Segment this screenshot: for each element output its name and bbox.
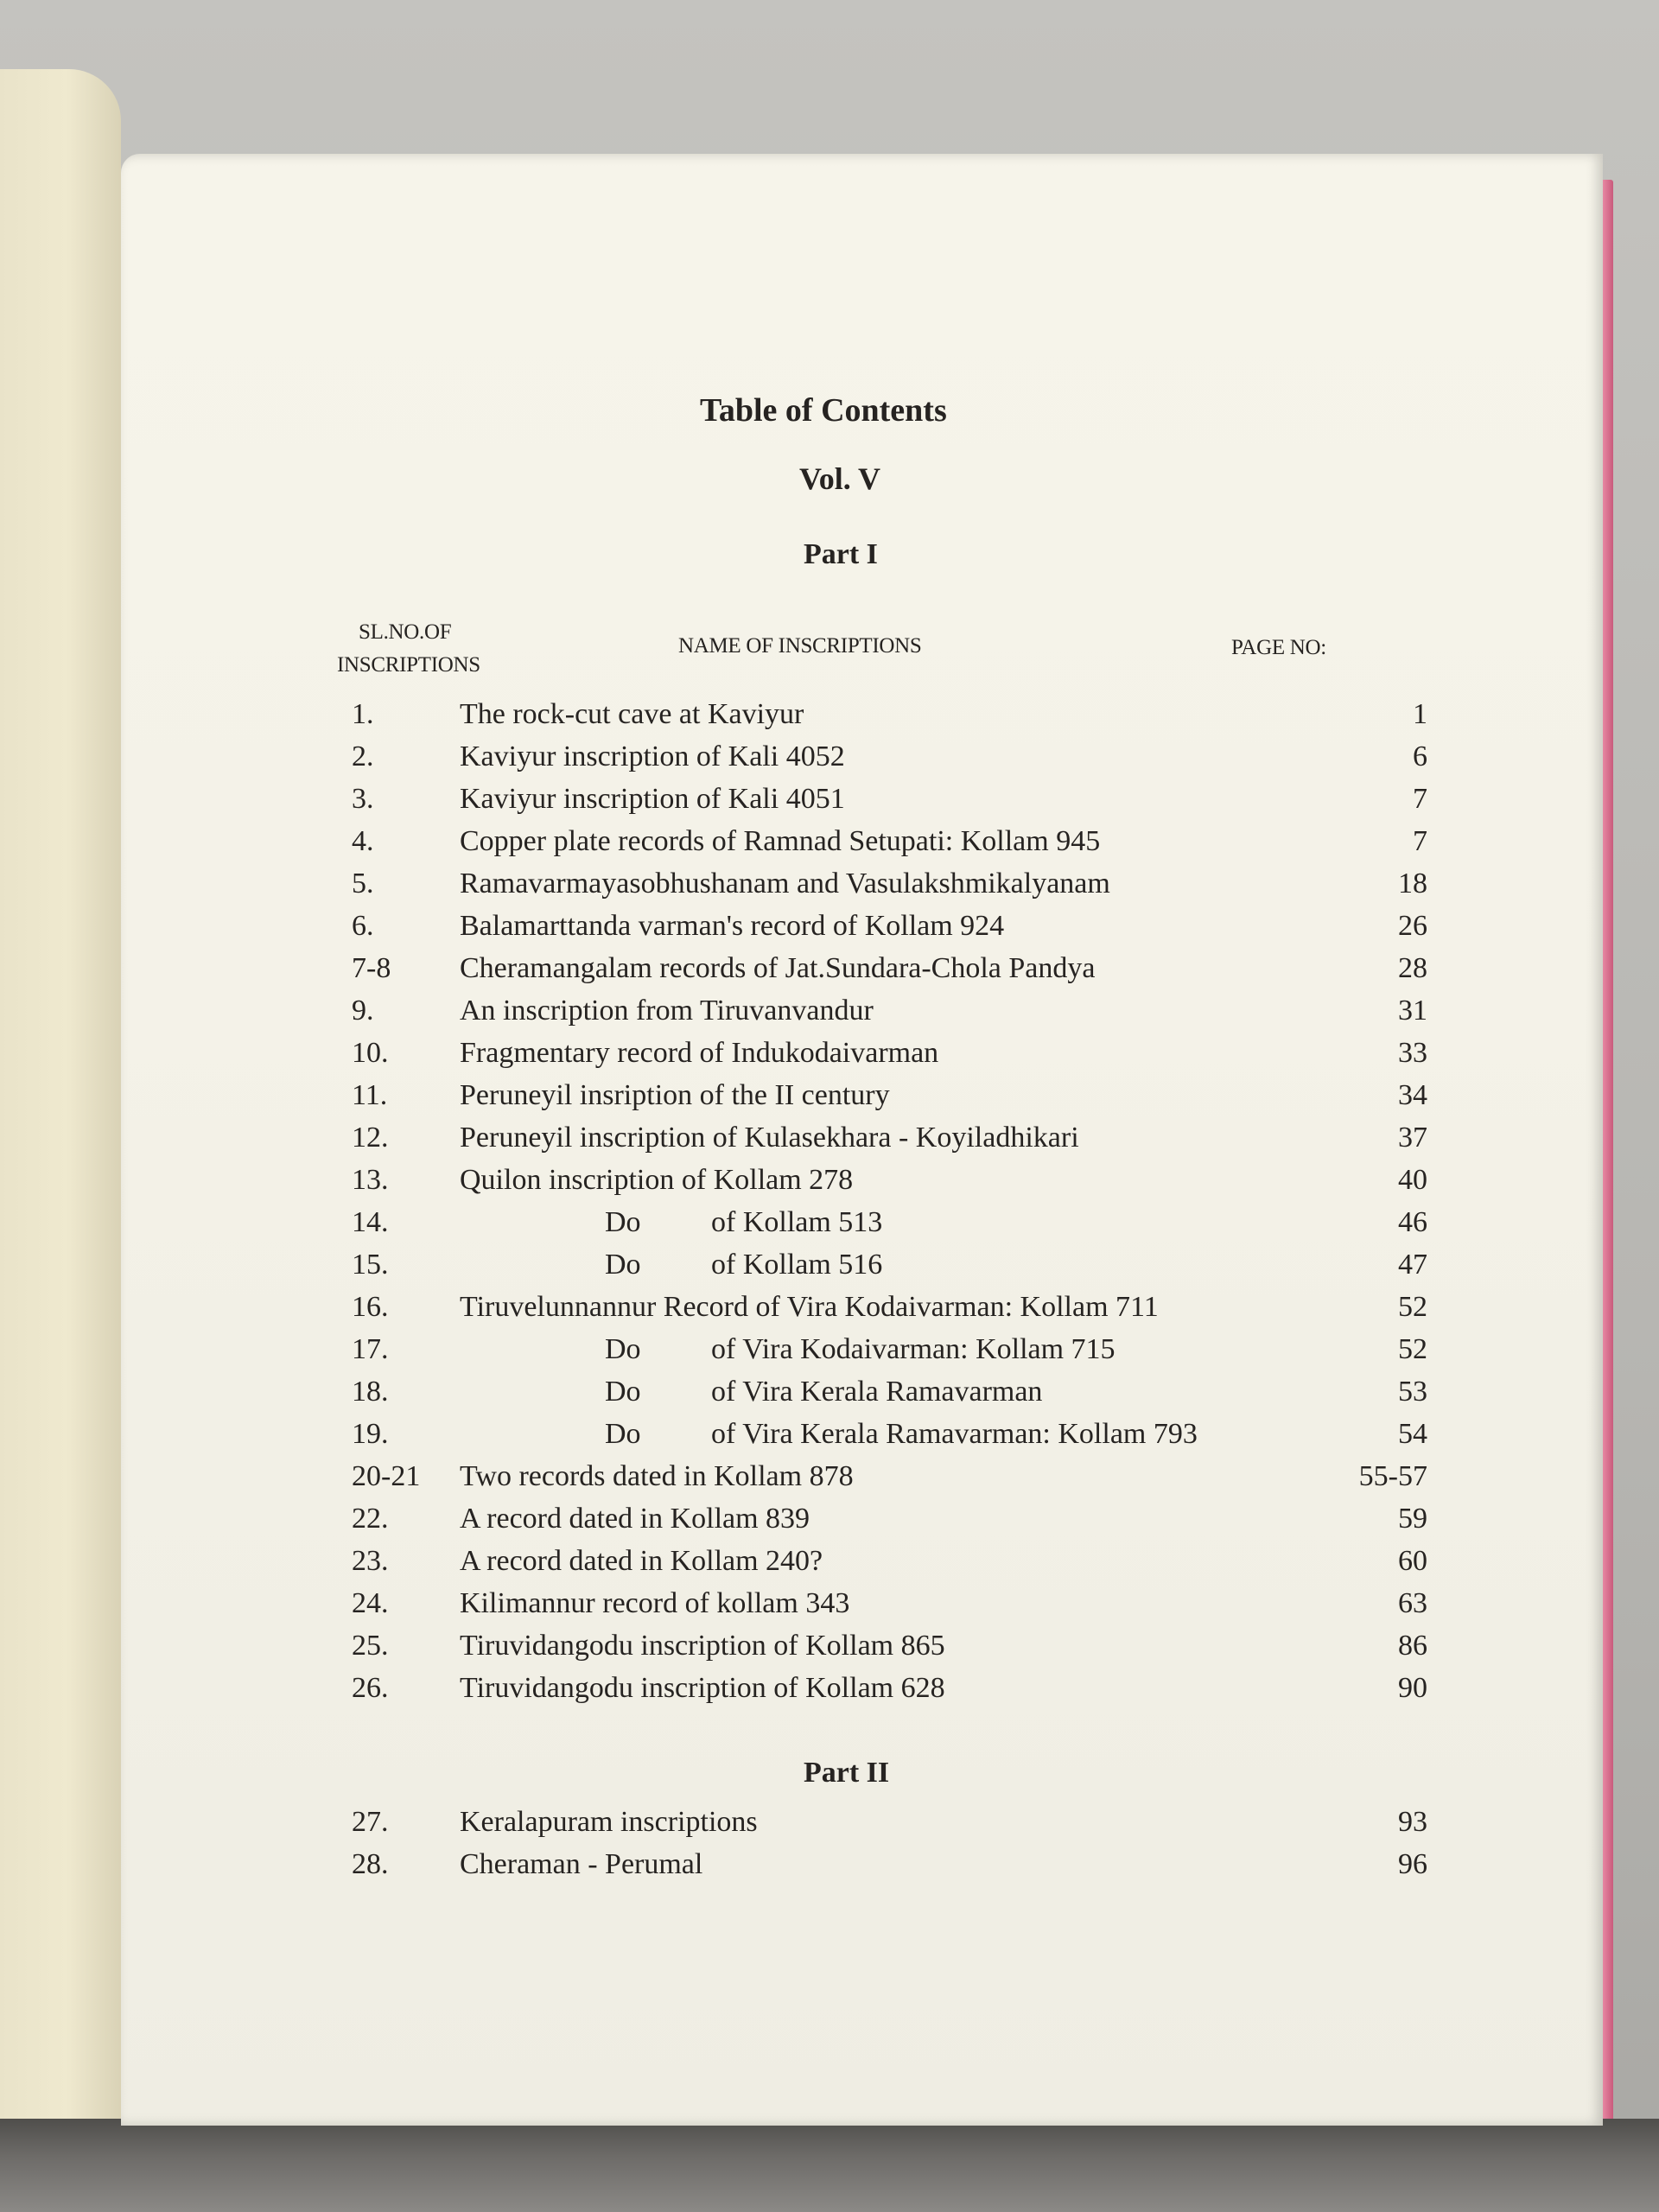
contents-entry xyxy=(121,1806,1603,1847)
left-facing-page xyxy=(0,69,121,2212)
bottom-shadow xyxy=(0,2119,1659,2212)
entry-page-number: 26 xyxy=(1398,910,1427,942)
contents-entry xyxy=(121,1545,1603,1586)
serial-header-line1: SL.NO.OF xyxy=(359,620,452,644)
entry-number: 14. xyxy=(352,1206,389,1238)
entry-number: 16. xyxy=(352,1291,389,1323)
entry-name: Kaviyur inscription of Kali 4052 xyxy=(460,741,845,772)
entry-name: Quilon inscription of Kollam 278 xyxy=(460,1164,854,1196)
entry-name: of Kollam 516 xyxy=(711,1249,883,1281)
entry-page-number: 63 xyxy=(1398,1587,1427,1619)
entry-name: Peruneyil inscription of Kulasekhara - Koyiladhikari xyxy=(460,1122,1079,1154)
entry-page-number: 93 xyxy=(1398,1806,1427,1838)
entry-number: 18. xyxy=(352,1376,389,1408)
entry-number: 12. xyxy=(352,1122,389,1154)
entry-number: 10. xyxy=(352,1037,389,1069)
contents-entry xyxy=(121,698,1603,740)
contents-entry xyxy=(121,741,1603,782)
entry-page-number: 86 xyxy=(1398,1630,1427,1662)
entry-page-number: 33 xyxy=(1398,1037,1427,1069)
contents-entry xyxy=(121,1079,1603,1121)
entry-page-number: 7 xyxy=(1413,783,1427,815)
entry-number: 3. xyxy=(352,783,374,815)
entry-page-number: 59 xyxy=(1398,1503,1427,1535)
entry-name: The rock-cut cave at Kaviyur xyxy=(460,698,804,730)
entry-number: 13. xyxy=(352,1164,389,1196)
part-two-heading: Part II xyxy=(804,1757,890,1789)
entry-page-number: 52 xyxy=(1398,1291,1427,1323)
entry-page-number: 90 xyxy=(1398,1672,1427,1704)
contents-entry xyxy=(121,1587,1603,1629)
entry-number: 26. xyxy=(352,1672,389,1704)
entry-name: Two records dated in Kollam 878 xyxy=(460,1460,854,1492)
entry-name: Cheramangalam records of Jat.Sundara-Chola Pandya xyxy=(460,952,1096,984)
entry-name: of Vira Kerala Ramavarman: Kollam 793 xyxy=(711,1418,1198,1450)
entry-name: Kaviyur inscription of Kali 4051 xyxy=(460,783,845,815)
entry-page-number: 53 xyxy=(1398,1376,1427,1408)
entry-name: Fragmentary record of Indukodaivarman xyxy=(460,1037,939,1069)
entry-page-number: 37 xyxy=(1398,1122,1427,1154)
entry-page-number: 96 xyxy=(1398,1848,1427,1880)
entry-name: Ramavarmayasobhushanam and Vasulakshmikalyanam xyxy=(460,868,1110,899)
entry-name: of Vira Kodaivarman: Kollam 715 xyxy=(711,1333,1116,1365)
entry-name: Kilimannur record of kollam 343 xyxy=(460,1587,850,1619)
entry-name: Tiruvelunnannur Record of Vira Kodaivarman: Kollam 711 xyxy=(460,1291,1159,1323)
entry-page-number: 60 xyxy=(1398,1545,1427,1577)
entry-ditto: Do xyxy=(605,1333,641,1365)
entry-number: 11. xyxy=(352,1079,388,1111)
contents-entry xyxy=(121,783,1603,824)
serial-header-line2: INSCRIPTIONS xyxy=(337,653,480,677)
entry-page-number: 55-57 xyxy=(1358,1460,1427,1492)
contents-entry xyxy=(121,1672,1603,1713)
entry-page-number: 18 xyxy=(1398,868,1427,899)
entry-number: 6. xyxy=(352,910,374,942)
entry-number: 27. xyxy=(352,1806,389,1838)
entry-page-number: 28 xyxy=(1398,952,1427,984)
entry-name: Peruneyil insription of the II century xyxy=(460,1079,890,1111)
entry-name: Keralapuram inscriptions xyxy=(460,1806,758,1838)
entry-page-number: 40 xyxy=(1398,1164,1427,1196)
entry-number: 28. xyxy=(352,1848,389,1880)
part-one-heading: Part I xyxy=(804,538,878,570)
entry-ditto: Do xyxy=(605,1206,641,1238)
contents-entry xyxy=(121,1848,1603,1890)
contents-entry xyxy=(121,1333,1603,1375)
contents-entry xyxy=(121,1376,1603,1417)
name-header: NAME OF INSCRIPTIONS xyxy=(678,634,922,658)
entry-number: 4. xyxy=(352,825,374,857)
entry-name: Cheraman - Perumal xyxy=(460,1848,703,1880)
document-page xyxy=(121,154,1603,2126)
contents-entry xyxy=(121,1164,1603,1205)
entry-page-number: 7 xyxy=(1413,825,1427,857)
entry-number: 20-21 xyxy=(352,1460,421,1492)
entry-page-number: 34 xyxy=(1398,1079,1427,1111)
page-header: PAGE NO: xyxy=(1231,636,1326,659)
contents-entry xyxy=(121,1206,1603,1248)
entry-name: An inscription from Tiruvanvandur xyxy=(460,995,874,1027)
entry-page-number: 6 xyxy=(1413,741,1427,772)
entry-number: 1. xyxy=(352,698,374,730)
entry-ditto: Do xyxy=(605,1249,641,1281)
entry-number: 2. xyxy=(352,741,374,772)
entry-name: Tiruvidangodu inscription of Kollam 865 xyxy=(460,1630,945,1662)
entry-name: Tiruvidangodu inscription of Kollam 628 xyxy=(460,1672,945,1704)
contents-entry xyxy=(121,952,1603,994)
entry-number: 5. xyxy=(352,868,374,899)
entry-name: Copper plate records of Ramnad Setupati: Kollam 945 xyxy=(460,825,1101,857)
entry-name: Balamarttanda varman's record of Kollam 924 xyxy=(460,910,1005,942)
entry-number: 25. xyxy=(352,1630,389,1662)
contents-entry xyxy=(121,1249,1603,1290)
entry-number: 23. xyxy=(352,1545,389,1577)
contents-entry xyxy=(121,910,1603,951)
volume-heading: Vol. V xyxy=(799,461,881,496)
entry-page-number: 54 xyxy=(1398,1418,1427,1450)
entry-number: 9. xyxy=(352,995,374,1027)
page-title: Table of Contents xyxy=(700,392,947,429)
entry-ditto: Do xyxy=(605,1376,641,1408)
contents-entry xyxy=(121,1460,1603,1502)
entry-name: of Kollam 513 xyxy=(711,1206,883,1238)
entry-ditto: Do xyxy=(605,1418,641,1450)
entry-number: 24. xyxy=(352,1587,389,1619)
entry-name: A record dated in Kollam 240? xyxy=(460,1545,823,1577)
contents-entry xyxy=(121,995,1603,1036)
contents-entry xyxy=(121,1122,1603,1163)
contents-entry xyxy=(121,1291,1603,1332)
entry-page-number: 46 xyxy=(1398,1206,1427,1238)
entry-name: A record dated in Kollam 839 xyxy=(460,1503,810,1535)
entry-page-number: 31 xyxy=(1398,995,1427,1027)
contents-entry xyxy=(121,1503,1603,1544)
entry-page-number: 1 xyxy=(1413,698,1427,730)
entry-number: 22. xyxy=(352,1503,389,1535)
entry-name: of Vira Kerala Ramavarman xyxy=(711,1376,1043,1408)
entry-page-number: 47 xyxy=(1398,1249,1427,1281)
contents-entry xyxy=(121,1630,1603,1671)
entry-number: 17. xyxy=(352,1333,389,1365)
contents-entry xyxy=(121,1037,1603,1078)
entry-number: 19. xyxy=(352,1418,389,1450)
contents-entry xyxy=(121,825,1603,867)
contents-entry xyxy=(121,868,1603,909)
entry-page-number: 52 xyxy=(1398,1333,1427,1365)
entry-number: 15. xyxy=(352,1249,389,1281)
contents-entry xyxy=(121,1418,1603,1459)
entry-number: 7-8 xyxy=(352,952,391,984)
